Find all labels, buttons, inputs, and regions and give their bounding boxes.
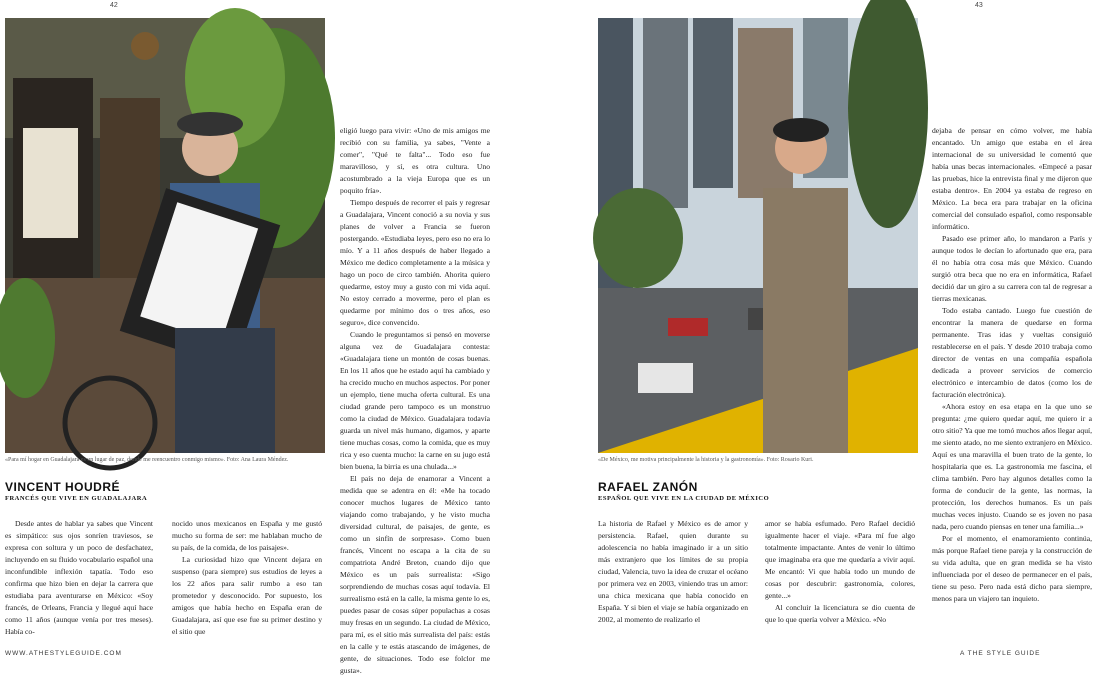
rafael-name: RAFAEL ZANÓN xyxy=(598,480,698,494)
footer-right: A THE STYLE GUIDE xyxy=(960,650,1041,657)
rafael-col-3 xyxy=(932,125,1092,635)
rafael-subtitle: ESPAÑOL QUE VIVE EN LA CIUDAD DE MÉXICO xyxy=(598,495,770,502)
paragraph: nocido unos mexicanos en España y me gustó mucho su forma de ser: me hablaban mucho de su país, de la comida, de los paisajes». xyxy=(172,519,322,552)
paragraph: Al concluir la licenciatura se dio cuenta de que lo que quería volver a México. «No xyxy=(765,603,915,624)
paragraph: La historia de Rafael y México es de amor y persistencia. Rafael, quien durante su adolescencia no había imaginado ir a un sitio más extranjero que los límites de su propia ciudad, Valencia, tuvo la idea de cruzar el océano por primera vez en 2003, viniendo tras un amor: una chica mexicana que había conocido en España. Y si bien el viaje se había organizado en 2002, al momento de realizarlo el xyxy=(598,519,748,624)
paragraph: Cuando le preguntamos si pensó en moverse alguna vez de Guadalajara contesta: «Guadalajara tiene un montón de cosas buenas. En los 11 años que he estado aquí ha cambiado y ha crecido mucho en muchos aspectos. Por poner un ejemplo, tiene mucha oferta cultural. Es una ciudad grande pero tampoco es un monstruo como la ciudad de México. Guadalajara todavía guarda un nivel más humano, digamos, y aparte tiene muchas cosas, como la comida, que es muy rica y eso cuenta mucho: la carne en su jugo está bien buena, la birria es una chulada...» xyxy=(340,330,490,471)
vincent-col-2 xyxy=(172,518,322,638)
paragraph: eligió luego para vivir: «Uno de mis amigos me recibió con su familia, ya sabes, "Vente a comer", "Qué te falta"... Todo eso fue maravilloso, y sí, es otra cultura. Uno acostumbrado a la vieja Europa que es un poquito fría». xyxy=(340,126,490,195)
vincent-photo xyxy=(5,18,325,453)
footer-left: WWW.ATHESTYLEGUIDE.COM xyxy=(5,650,122,657)
rafael-photo xyxy=(598,18,918,453)
paragraph: La curiosidad hizo que Vincent dejara en suspenso (para siempre) sus estudios de leyes a los 22 años para salir rumbo a eso tan prometedor y desconocido. Por supuesto, los amigos que había hecho en España eran de Guadalajara, así que ese fue su primer destino y el sitio que xyxy=(172,555,322,636)
page-number-left: 42 xyxy=(110,2,118,9)
paragraph: Por el momento, el enamoramiento continúa, más porque Rafael tiene pareja y la construcción de su vida adulta, que en gran medida se ha visto influenciada por el deseo de permanecer en el país, tiene su peso. Pero nada está dicho para siempre, menos para un viajero tan inquieto. xyxy=(932,534,1092,603)
vincent-col-3 xyxy=(340,125,490,675)
vincent-caption: «Para mí hogar en Guadalajara es un lugar de paz, donde me reencuentro conmigo mismo». Foto: Ana Laura Méndez. xyxy=(5,457,289,463)
page-number-right: 43 xyxy=(975,2,983,9)
paragraph: amor se había esfumado. Pero Rafael decidió igualmente hacer el viaje. «Para mí fue algo totalmente impactante. Antes de venir lo último que imaginaba era que me quedaría a vivir aquí. Me encantó: Vi que había todo un mundo de cosas por descubrir: gastronomía, colores, gente...» xyxy=(765,519,915,600)
rafael-col-1 xyxy=(598,518,748,626)
paragraph: El país no deja de enamorar a Vincent a medida que se adentra en él: «Me ha tocado conocer muchos lugares de México tanto viajando como trabajando, y he visto mucha diversidad cultural, de paisajes, de gente, es como un sinfín de sorpresas». Como buen francés, Vincent no escapa a la cita de su compatriota André Breton, cuando dijo que México es un país surrealista: «Sigo sorprendiendo de muchas cosas aquí todavía. El surrealismo está en la calle, la misma gente lo es, puedes pasar de cosas súper populachas a cosas muy fresas en un segundo. La ciudad de México, para mí, es el sitio más surrealista del país: estás en la calle y te estás atascando de imágenes, de gente, de situaciones. Todo ese folclor me gusta». xyxy=(340,474,490,675)
paragraph: «Ahora estoy en esa etapa en la que uno se pregunta: ¿me quiero quedar aquí, me quiero ir a otro sitio? Ya que me tomó muchos años llegar aquí, me siento atado, no me siento extranjero en México. Aquí es una maravilla el buen trato de la gente, lo hospitalaria que es. La gastronomía me fascina, el clima también. Pero hay algunos detalles como la forma de conducir de la gente, las normas, la protección, los derechos humanos. Es un país muchas veces injusto. Cuando se es joven no pasa nada, pero cuando piensas en tener una familia...» xyxy=(932,402,1092,531)
rafael-col-2 xyxy=(765,518,915,626)
paragraph: dejaba de pensar en cómo volver, me había encantado. Un amigo que estaba en el área internacional de su universidad le comentó que había unas becas internacionales. «Empecé a pasar las pruebas, hice la entrevista final y me dijeron que estaba dentro». En 2004 ya estaba de regreso en México. La beca era para trabajar en la oficina comercial del consulado español, como responsable informático. xyxy=(932,126,1092,231)
vincent-subtitle: FRANCÉS QUE VIVE EN GUADALAJARA xyxy=(5,495,148,502)
paragraph: Desde antes de hablar ya sabes que Vincent es simpático: sus ojos sonríen traviesos, se expresa con soltura y un poco de desfachatez, incluyendo en su fluido vocabulario español una inconfundible inflexión tapatía. Todo eso confirma que hizo bien en dejar la carrera que estudiaba para aventurarse en México: «Soy francés, de Orleans, Francia y llegué aquí hace como 11 años (aunque venía por tres meses). Había co- xyxy=(5,519,153,636)
vincent-name: VINCENT HOUDRÉ xyxy=(5,480,121,494)
paragraph: Todo estaba cantado. Luego fue cuestión de encontrar la manera de quedarse en forma permanente. Tras idas y vueltas consiguió restablecerse en el país. Y desde 2010 trabaja como director de ventas en una compañía española dedicada a proveer servicios de comercio electrónico e intercambio de datos (como los de facturación electrónica). xyxy=(932,306,1092,399)
paragraph: Tiempo después de recorrer el país y regresar a Guadalajara, Vincent conoció a su novia y sus planes de volver a Francia se fueron postergando. «Estudiaba leyes, pero eso no era lo mío. Y a 11 años después de haber llegado a México me dedico completamente a la música y hago un poco de circo también. Ahorita quiero quedarme, estoy muy a gusto con mi vida aquí. No estoy cerrado a moverme, pero el plan es quedarme por mínimo dos o tres años, eso seguro», dice convencido. xyxy=(340,198,490,327)
paragraph: Pasado ese primer año, lo mandaron a París y aunque todos le decían lo afortunado que era, para él no había otra cosa más que México. Cuando surgió otra beca que no era en informática, Rafael decidió dar un giro a su carrera con tal de regresar a tierras mexicanas. xyxy=(932,234,1092,303)
vincent-col-1 xyxy=(5,518,153,638)
rafael-caption: «De México, me motiva principalmente la historia y la gastronomía». Foto: Rosario Kuri. xyxy=(598,457,814,463)
